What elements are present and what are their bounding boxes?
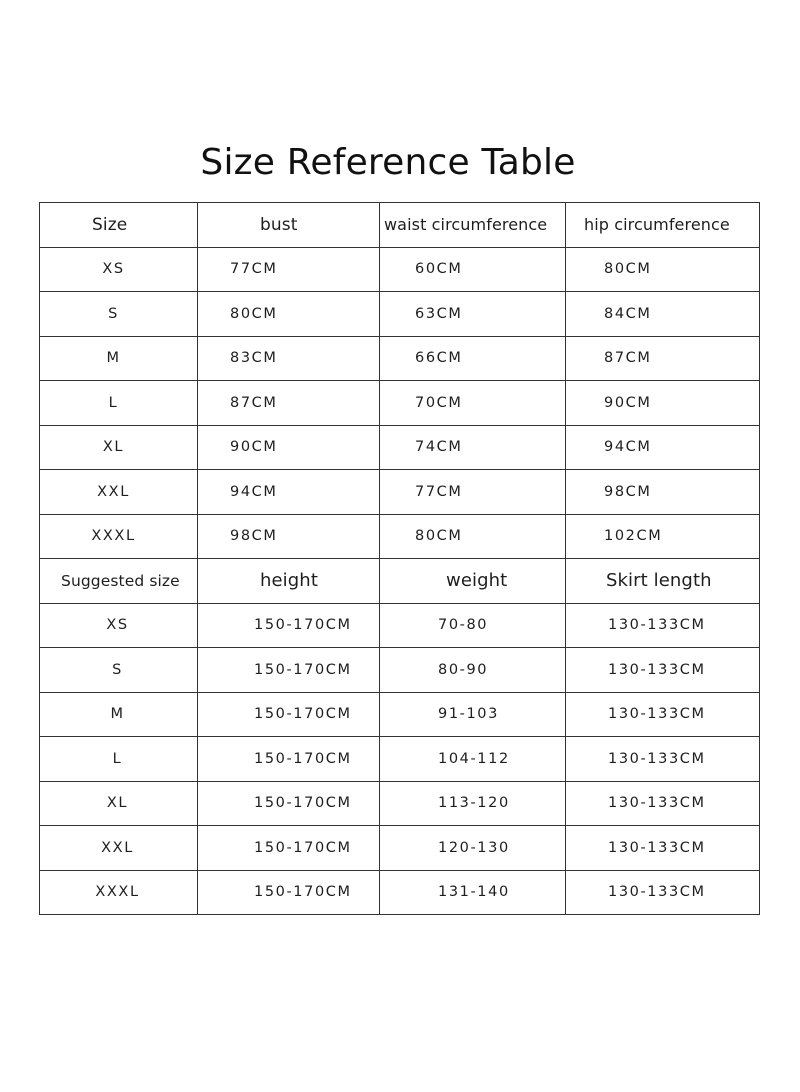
skirt-length-cell: 130-133CM — [566, 826, 760, 871]
header-weight: weight — [380, 559, 566, 604]
bust-cell: 98CM — [198, 514, 380, 559]
bust-cell: 77CM — [198, 247, 380, 292]
measurements-header-row — [40, 203, 760, 248]
size-cell: M — [40, 336, 198, 381]
size-cell: S — [40, 648, 198, 693]
table-row — [40, 826, 760, 871]
weight-cell: 91-103 — [380, 692, 566, 737]
hip-cell: 94CM — [566, 425, 760, 470]
table-row — [40, 870, 760, 915]
waist-cell: 63CM — [380, 292, 566, 337]
table-row — [40, 737, 760, 782]
waist-cell: 80CM — [380, 514, 566, 559]
page-title: Size Reference Table — [200, 142, 576, 183]
weight-cell: 70-80 — [380, 603, 566, 648]
table-row — [40, 648, 760, 693]
bust-cell: 83CM — [198, 336, 380, 381]
size-cell: L — [40, 381, 198, 426]
skirt-length-cell: 130-133CM — [566, 870, 760, 915]
header-hip: hip circumference — [566, 203, 760, 248]
hip-cell: 90CM — [566, 381, 760, 426]
header-size: Size — [40, 203, 198, 248]
header-waist: waist circumference — [380, 203, 566, 248]
size-cell: XL — [40, 781, 198, 826]
size-cell: XXXL — [40, 870, 198, 915]
bust-cell: 90CM — [198, 425, 380, 470]
table-row — [40, 247, 760, 292]
height-cell: 150-170CM — [198, 692, 380, 737]
size-cell: XS — [40, 603, 198, 648]
table-row — [40, 381, 760, 426]
hip-cell: 84CM — [566, 292, 760, 337]
table-row — [40, 603, 760, 648]
skirt-length-cell: 130-133CM — [566, 603, 760, 648]
skirt-length-cell: 130-133CM — [566, 781, 760, 826]
size-reference-table — [39, 202, 760, 915]
weight-cell: 113-120 — [380, 781, 566, 826]
table-row — [40, 336, 760, 381]
table-row — [40, 514, 760, 559]
height-cell: 150-170CM — [198, 603, 380, 648]
suggestions-header-row — [40, 559, 760, 604]
bust-cell: 94CM — [198, 470, 380, 515]
table-row — [40, 692, 760, 737]
hip-cell: 102CM — [566, 514, 760, 559]
header-height: height — [198, 559, 380, 604]
size-cell: L — [40, 737, 198, 782]
height-cell: 150-170CM — [198, 648, 380, 693]
size-cell: XXL — [40, 826, 198, 871]
weight-cell: 120-130 — [380, 826, 566, 871]
table-row — [40, 781, 760, 826]
table-row — [40, 425, 760, 470]
skirt-length-cell: 130-133CM — [566, 648, 760, 693]
header-skirt-length: Skirt length — [566, 559, 760, 604]
size-cell: M — [40, 692, 198, 737]
skirt-length-cell: 130-133CM — [566, 692, 760, 737]
table-row — [40, 292, 760, 337]
hip-cell: 98CM — [566, 470, 760, 515]
bust-cell: 80CM — [198, 292, 380, 337]
waist-cell: 74CM — [380, 425, 566, 470]
height-cell: 150-170CM — [198, 781, 380, 826]
waist-cell: 70CM — [380, 381, 566, 426]
size-cell: S — [40, 292, 198, 337]
weight-cell: 80-90 — [380, 648, 566, 693]
waist-cell: 60CM — [380, 247, 566, 292]
size-cell: XL — [40, 425, 198, 470]
size-cell: XXL — [40, 470, 198, 515]
weight-cell: 131-140 — [380, 870, 566, 915]
height-cell: 150-170CM — [198, 826, 380, 871]
hip-cell: 87CM — [566, 336, 760, 381]
size-cell: XS — [40, 247, 198, 292]
header-suggested-size: Suggested size — [40, 559, 198, 604]
waist-cell: 77CM — [380, 470, 566, 515]
weight-cell: 104-112 — [380, 737, 566, 782]
size-cell: XXXL — [40, 514, 198, 559]
hip-cell: 80CM — [566, 247, 760, 292]
height-cell: 150-170CM — [198, 870, 380, 915]
table-row — [40, 470, 760, 515]
skirt-length-cell: 130-133CM — [566, 737, 760, 782]
bust-cell: 87CM — [198, 381, 380, 426]
waist-cell: 66CM — [380, 336, 566, 381]
height-cell: 150-170CM — [198, 737, 380, 782]
header-bust: bust — [198, 203, 380, 248]
